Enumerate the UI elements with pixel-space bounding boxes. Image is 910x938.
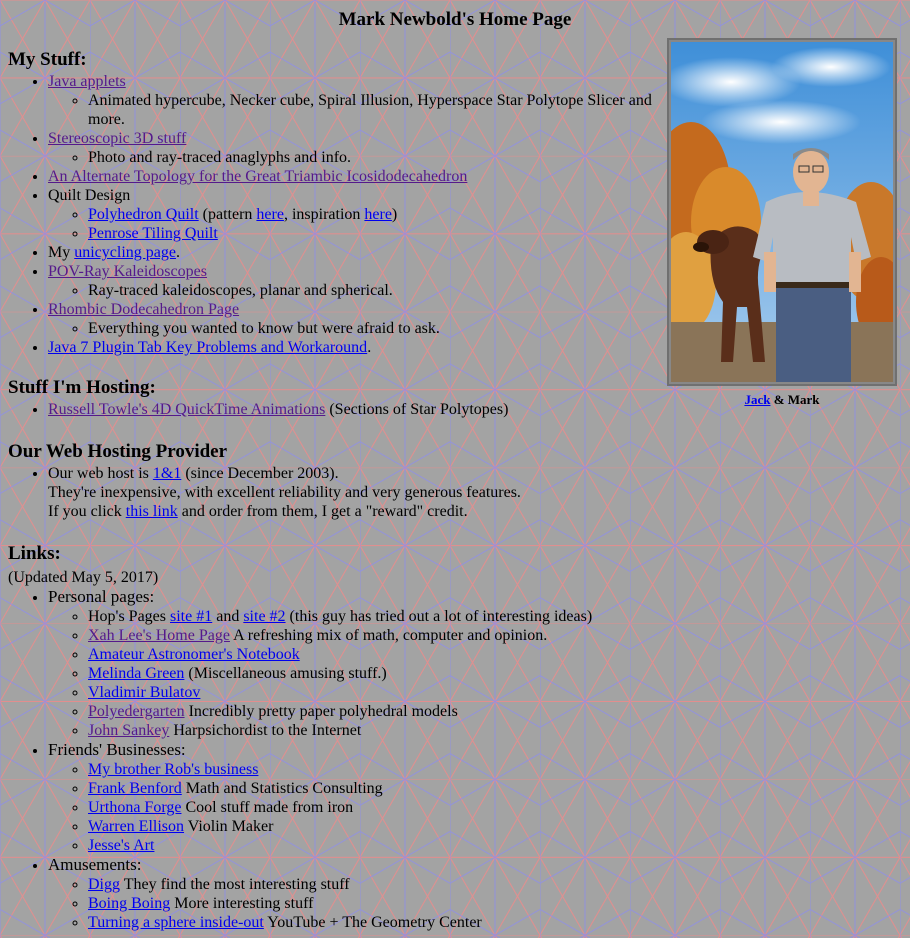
my-stuff-list [8,72,660,357]
jack-link[interactable]: Jack [744,392,771,407]
towle-desc: (Sections of Star Polytopes) [325,401,509,418]
list-item [88,702,660,721]
sphere-inside-out-link[interactable]: Turning a sphere inside-out [88,914,264,931]
benford-link[interactable]: Frank Benford [88,780,182,797]
stereoscopic-desc: ◦ Photo and ray-traced anaglyphs and info. [88,148,660,167]
my-stuff-heading: My Stuff: [8,49,87,70]
urthona-link[interactable]: Urthona Forge [88,799,182,816]
list-item [88,817,660,836]
quilt-design-label: Quilt Design [48,187,131,204]
quilt-paren-close: ) [391,206,398,223]
hosting-heading: Stuff I'm Hosting: [8,377,156,398]
provider-line1-prefix: Our web host is [48,465,153,482]
benford-desc: Math and Statistics Consulting [181,780,383,797]
personal-pages-label: Personal pages: [48,587,155,606]
list-item [48,400,660,419]
list-item [88,205,660,224]
host-link[interactable]: 1&1 [152,465,182,482]
ellison-link[interactable]: Warren Ellison [88,818,185,835]
rhombic-desc: ◦ Everything you wanted to know but were afraid to ask. [88,319,660,338]
jack-and-mark-photo [671,42,893,382]
list-item [48,855,660,932]
hop-suffix: (this guy has tried out a lot of interesting ideas) [285,608,593,625]
provider-list [8,464,660,521]
polyedergarten-link[interactable]: Polyedergarten [88,703,185,720]
towle-link[interactable]: Russell Towle's 4D QuickTime Animations [48,401,326,418]
hop-site1-link[interactable]: site #1 [170,608,213,625]
boing-boing-desc: More interesting stuff [170,895,314,912]
astronomer-link[interactable]: Amateur Astronomer's Notebook [88,646,300,663]
boing-boing-link[interactable]: Boing Boing [88,895,171,912]
list-item [88,913,660,932]
hop-prefix: Hop's Pages [88,608,170,625]
list-item [88,836,660,855]
melinda-green-link[interactable]: Melinda Green [88,665,185,682]
list-item [48,262,660,300]
provider-line1-suffix: (since December 2003). [181,465,339,482]
quilt-pattern-text: (pattern [198,206,257,223]
provider-line2: They're inexpensive, with excellent reliability and very generous features. [48,484,521,501]
topology-link[interactable]: An Alternate Topology for the Great Triambic Icosidodecahedron [48,168,468,185]
list-item [88,664,660,683]
caption-rest: & Mark [770,392,820,407]
sankey-link[interactable]: John Sankey [88,722,170,739]
list-item [88,779,660,798]
java7-link[interactable]: Java 7 Plugin Tab Key Problems and Workaround [48,339,368,356]
list-item [48,167,660,186]
list-item [88,645,660,664]
photo-frame [667,38,897,386]
links-list [8,587,660,932]
friends-label: Friends' Businesses: [48,740,186,759]
list-item [88,798,660,817]
list-item [88,760,660,779]
list-item [48,72,660,129]
links-updated: (Updated May 5, 2017) [8,569,159,586]
urthona-desc: Cool stuff made from iron [181,799,354,816]
list-item [88,607,660,626]
list-item [88,875,660,894]
list-item [48,740,660,855]
list-item [88,683,660,702]
page-title: Mark Newbold's Home Page [338,9,572,30]
list-item [48,338,660,357]
xah-lee-link[interactable]: Xah Lee's Home Page [88,627,230,644]
povray-link[interactable]: POV-Ray Kaleidoscopes [48,263,207,280]
photo-caption [667,392,897,408]
referral-link[interactable]: this link [125,503,178,520]
stereoscopic-link[interactable]: Stereoscopic 3D stuff [48,130,187,147]
unicycling-link[interactable]: unicycling page [74,244,176,261]
sankey-desc: Harpsichordist to the Internet [169,722,362,739]
rob-business-link[interactable]: My brother Rob's business [88,761,259,778]
hop-and: and [212,608,244,625]
amusements-label: Amusements: [48,855,142,874]
provider-heading: Our Web Hosting Provider [8,441,228,462]
pattern-here-link[interactable]: here [256,206,284,223]
hop-site2-link[interactable]: site #2 [243,608,286,625]
list-item [48,300,660,338]
list-item [88,224,660,243]
quilt-inspiration-text: , inspiration [283,206,365,223]
list-item [88,626,660,645]
povray-desc: ◦ Ray-traced kaleidoscopes, planar and spherical. [88,281,660,300]
list-item [48,186,660,243]
list-item [48,243,660,262]
links-heading: Links: [8,543,61,564]
main-content [8,48,660,932]
bulatov-link[interactable]: Vladimir Bulatov [88,684,201,701]
sphere-inside-out-desc: YouTube + The Geometry Center [263,914,482,931]
provider-line3-prefix: If you click [48,503,126,520]
digg-link[interactable]: Digg [88,876,120,893]
unicycling-suffix: . [175,244,180,261]
melinda-green-desc: (Miscellaneous amusing stuff.) [184,665,387,682]
ellison-desc: Violin Maker [184,818,274,835]
jesse-art-link[interactable]: Jesse's Art [88,837,155,854]
list-item [48,464,660,521]
penrose-quilt-link[interactable]: Penrose Tiling Quilt [88,225,218,242]
inspiration-here-link[interactable]: here [364,206,392,223]
polyedergarten-desc: Incredibly pretty paper polyhedral models [184,703,458,720]
polyhedron-quilt-link[interactable]: Polyhedron Quilt [88,206,199,223]
list-item [88,894,660,913]
java-applets-link[interactable]: Java applets [48,73,126,90]
java7-suffix: . [367,339,372,356]
java-applets-desc: ◦ Animated hypercube, Necker cube, Spiral Illusion, Hyperspace Star Polytope Slicer and more. [88,91,660,129]
xah-lee-desc: A refreshing mix of math, computer and opinion. [229,627,548,644]
list-item [48,587,660,740]
list-item [88,721,660,740]
provider-line3-suffix: and order from them, I get a "reward" credit. [177,503,468,520]
unicycling-prefix: My [48,244,75,261]
rhombic-link[interactable]: Rhombic Dodecahedron Page [48,301,240,318]
digg-desc: They find the most interesting stuff [120,876,350,893]
hosting-list [8,400,660,419]
list-item [48,129,660,167]
